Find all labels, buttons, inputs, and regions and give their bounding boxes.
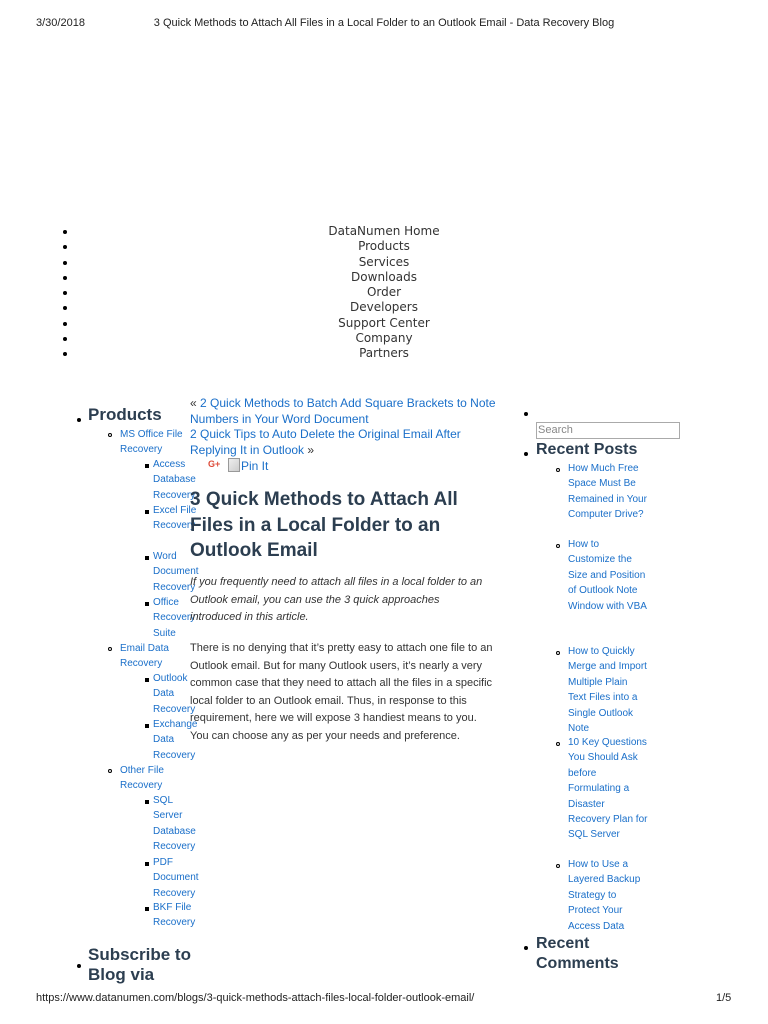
sidebar-item-outlook[interactable]: Outlook Data Recovery: [153, 673, 196, 715]
bullet-icon: [77, 964, 81, 968]
circle-bullet-icon: [108, 647, 112, 651]
products-heading: Products: [88, 405, 162, 424]
nav-item-support-center[interactable]: Support Center: [0, 316, 768, 331]
circle-bullet-icon: [556, 468, 560, 472]
main-nav: [0, 224, 768, 361]
google-plus-icon[interactable]: G+: [208, 459, 221, 469]
sidebar-item-office-suite[interactable]: Office Recovery Suite: [153, 597, 196, 639]
nav-item-downloads[interactable]: Downloads: [0, 270, 768, 285]
square-bullet-icon: [145, 862, 149, 866]
nav-item-services[interactable]: Services: [0, 255, 768, 270]
sidebar-item-access[interactable]: Access Database Recovery: [153, 459, 196, 501]
bullet-icon: [77, 418, 81, 422]
print-date: 3/30/2018: [36, 17, 85, 29]
square-bullet-icon: [145, 800, 149, 804]
sidebar-item-excel[interactable]: Excel File Recovery: [153, 505, 197, 532]
post-body-paragraph: There is no denying that it’s pretty easy to attach one file to an Outlook email. But for many Outlook users, it’s nearly a very common case that they need to attach all the files in a specific local folder to an Outlook email. Thus, in response to this requirement, here we will expose 3 handiest means to you. You can choose any as per your needs and preference.: [190, 642, 493, 742]
next-post-link[interactable]: 2 Quick Tips to Auto Delete the Original Email After Replying It in Outlook: [190, 427, 461, 457]
print-url: https://www.datanumen.com/blogs/3-quick-methods-attach-files-local-folder-outlook-email/: [36, 992, 475, 1004]
square-bullet-icon: [145, 678, 149, 682]
pin-it-label: Pin It: [241, 459, 269, 473]
sidebar-item-sql[interactable]: SQL Server Database Recovery: [153, 795, 196, 852]
sidebar-item-other[interactable]: Other File Recovery: [120, 765, 164, 792]
bullet-icon: [524, 452, 528, 456]
post-navigation: [190, 396, 500, 458]
square-bullet-icon: [145, 464, 149, 468]
recent-post-link[interactable]: How to Quickly Merge and Import Multiple Plain Text Files into a Single Outlook Note: [568, 646, 647, 735]
circle-bullet-icon: [556, 742, 560, 746]
recent-post-link[interactable]: How Much Free Space Must Be Remained in Your Computer Drive?: [568, 463, 647, 521]
recent-comments-heading: Recent Comments: [536, 935, 619, 972]
sidebar-item-bkf[interactable]: BKF File Recovery: [153, 902, 196, 929]
recent-post-link[interactable]: 10 Key Questions You Should Ask before Formulating a Disaster Recovery Plan for SQL Server: [568, 737, 648, 841]
post-title: 3 Quick Methods to Attach All Files in a Local Folder to an Outlook Email: [190, 489, 458, 561]
square-bullet-icon: [145, 724, 149, 728]
nav-item-developers[interactable]: Developers: [0, 300, 768, 315]
broken-image-icon: [228, 458, 240, 472]
circle-bullet-icon: [556, 864, 560, 868]
next-arrow: »: [304, 442, 315, 457]
sidebar-item-email[interactable]: Email Data Recovery: [120, 643, 169, 670]
square-bullet-icon: [145, 907, 149, 911]
bullet-icon: [524, 412, 528, 416]
recent-posts-heading: Recent Posts: [536, 441, 638, 458]
print-title: 3 Quick Methods to Attach All Files in a Local Folder to an Outlook Email - Data Recovery Blog: [153, 17, 615, 29]
circle-bullet-icon: [556, 651, 560, 655]
prev-arrow: «: [190, 396, 201, 410]
sidebar-item-pdf[interactable]: PDF Document Recovery: [153, 857, 199, 899]
recent-post-link[interactable]: How to Customize the Size and Position of Outlook Note Window with VBA: [568, 539, 647, 612]
recent-post-link[interactable]: How to Use a Layered Backup Strategy to Protect Your Access Data: [568, 859, 641, 932]
circle-bullet-icon: [108, 433, 112, 437]
subscribe-heading: Subscribe to Blog via: [88, 945, 191, 984]
circle-bullet-icon: [556, 544, 560, 548]
sidebar-item-word[interactable]: Word Document Recovery: [153, 551, 199, 593]
print-page-number: 1/5: [716, 992, 732, 1004]
square-bullet-icon: [145, 602, 149, 606]
sidebar-item-exchange[interactable]: Exchange Data Recovery: [153, 719, 198, 761]
post-intro: If you frequently need to attach all files in a local folder to an Outlook email, you can use the 3 quick approaches introduced in this article.: [190, 576, 483, 623]
nav-item-order[interactable]: Order: [0, 285, 768, 300]
square-bullet-icon: [145, 510, 149, 514]
bullet-icon: [524, 946, 528, 950]
nav-item-partners[interactable]: Partners: [0, 346, 768, 361]
pin-it-button[interactable]: [228, 458, 268, 473]
prev-post-link[interactable]: 2 Quick Methods to Batch Add Square Brackets to Note Numbers in Your Word Document: [190, 396, 496, 426]
search-input[interactable]: Search: [536, 422, 680, 439]
nav-item-home[interactable]: DataNumen Home: [0, 224, 768, 239]
nav-item-company[interactable]: Company: [0, 331, 768, 346]
sidebar-item-ms-office[interactable]: MS Office File Recovery: [120, 429, 183, 456]
circle-bullet-icon: [108, 769, 112, 773]
nav-item-products[interactable]: Products: [0, 239, 768, 254]
square-bullet-icon: [145, 556, 149, 560]
